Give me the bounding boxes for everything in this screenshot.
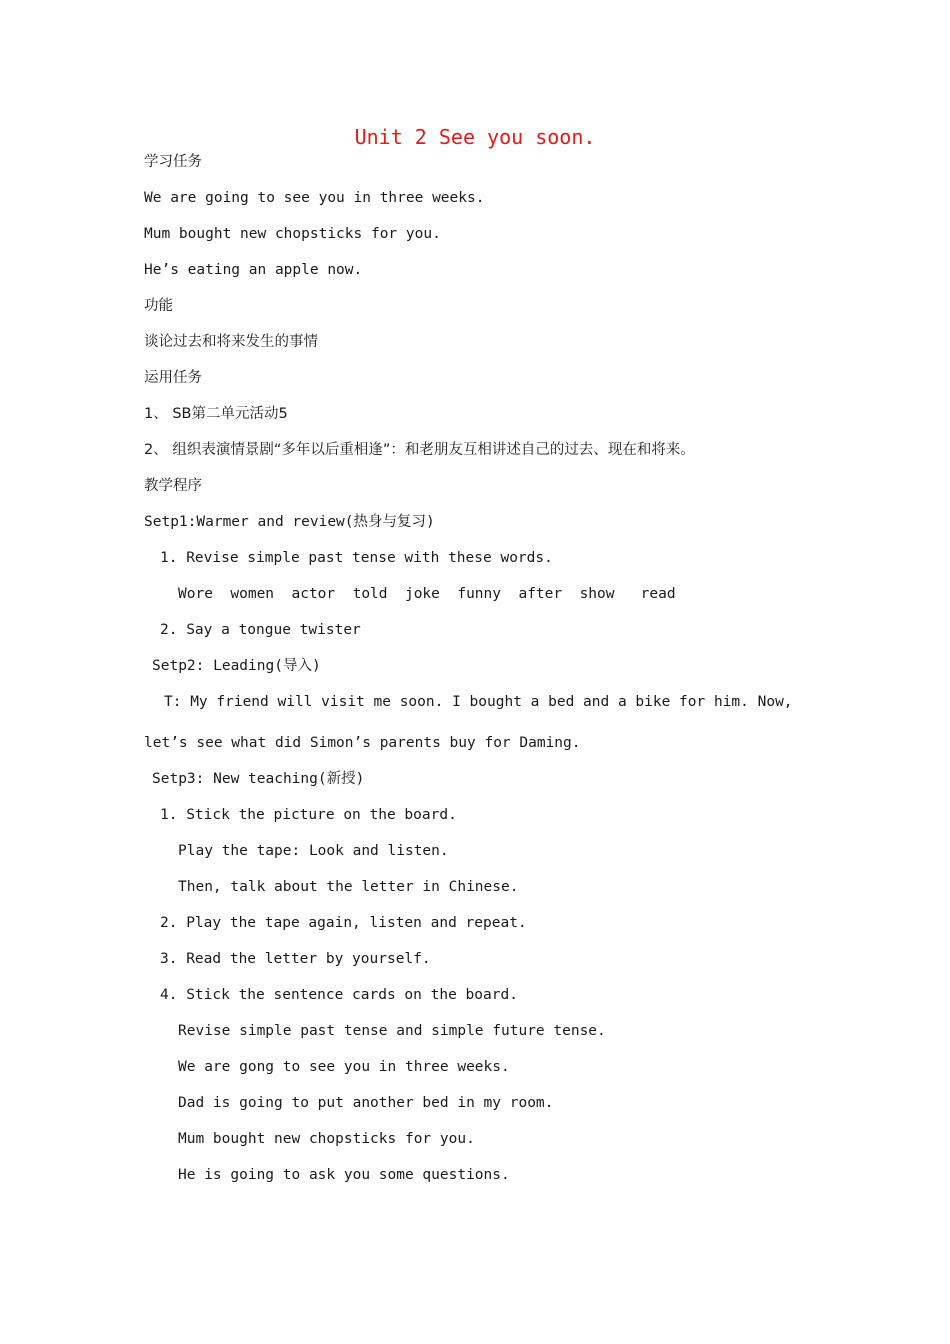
text-line: Dad is going to put another bed in my room.: [178, 1095, 554, 1111]
text-line: T: My friend will visit me soon. I bought a bed and a bike for him. Now,: [164, 694, 793, 710]
list-item: 2. Say a tongue twister: [160, 622, 361, 638]
step-heading: Setp3: New teaching(新授): [152, 771, 365, 787]
text-line: Mum bought new chopsticks for you.: [144, 226, 441, 242]
text-line: We are going to see you in three weeks.: [144, 190, 485, 206]
step-heading: Setp1:Warmer and review(热身与复习): [144, 514, 435, 530]
section-heading-learning-tasks: 学习任务: [144, 154, 202, 170]
text-line: He is going to ask you some questions.: [178, 1167, 510, 1183]
list-item: 3. Read the letter by yourself.: [160, 951, 431, 967]
step-heading: Setp2: Leading(导入): [152, 658, 321, 674]
section-heading-teaching-procedure: 教学程序: [144, 478, 202, 494]
list-item: 1. Revise simple past tense with these words.: [160, 550, 553, 566]
text-line: Then, talk about the letter in Chinese.: [178, 879, 519, 895]
section-heading-application-tasks: 运用任务: [144, 370, 202, 386]
text-line: Mum bought new chopsticks for you.: [178, 1131, 475, 1147]
section-heading-function: 功能: [144, 298, 173, 314]
text-line: We are gong to see you in three weeks.: [178, 1059, 510, 1075]
list-item: 2. Play the tape again, listen and repeat.: [160, 915, 527, 931]
text-line: He’s eating an apple now.: [144, 262, 363, 278]
document-title: Unit 2 See you soon.: [354, 125, 596, 149]
list-item: 2、 组织表演情景剧“多年以后重相逢”：和老朋友互相讲述自己的过去、现在和将来。: [144, 442, 695, 458]
text-line: 谈论过去和将来发生的事情: [144, 334, 318, 350]
word-list: Wore women actor told joke funny after show read: [178, 586, 676, 602]
text-line: Play the tape: Look and listen.: [178, 843, 449, 859]
text-line: Revise simple past tense and simple future tense.: [178, 1023, 606, 1039]
list-item: 1. Stick the picture on the board.: [160, 807, 457, 823]
text-line: let’s see what did Simon’s parents buy for Daming.: [144, 735, 581, 751]
list-item: 4. Stick the sentence cards on the board.: [160, 987, 518, 1003]
list-item: 1、 SB第二单元活动5: [144, 406, 288, 422]
